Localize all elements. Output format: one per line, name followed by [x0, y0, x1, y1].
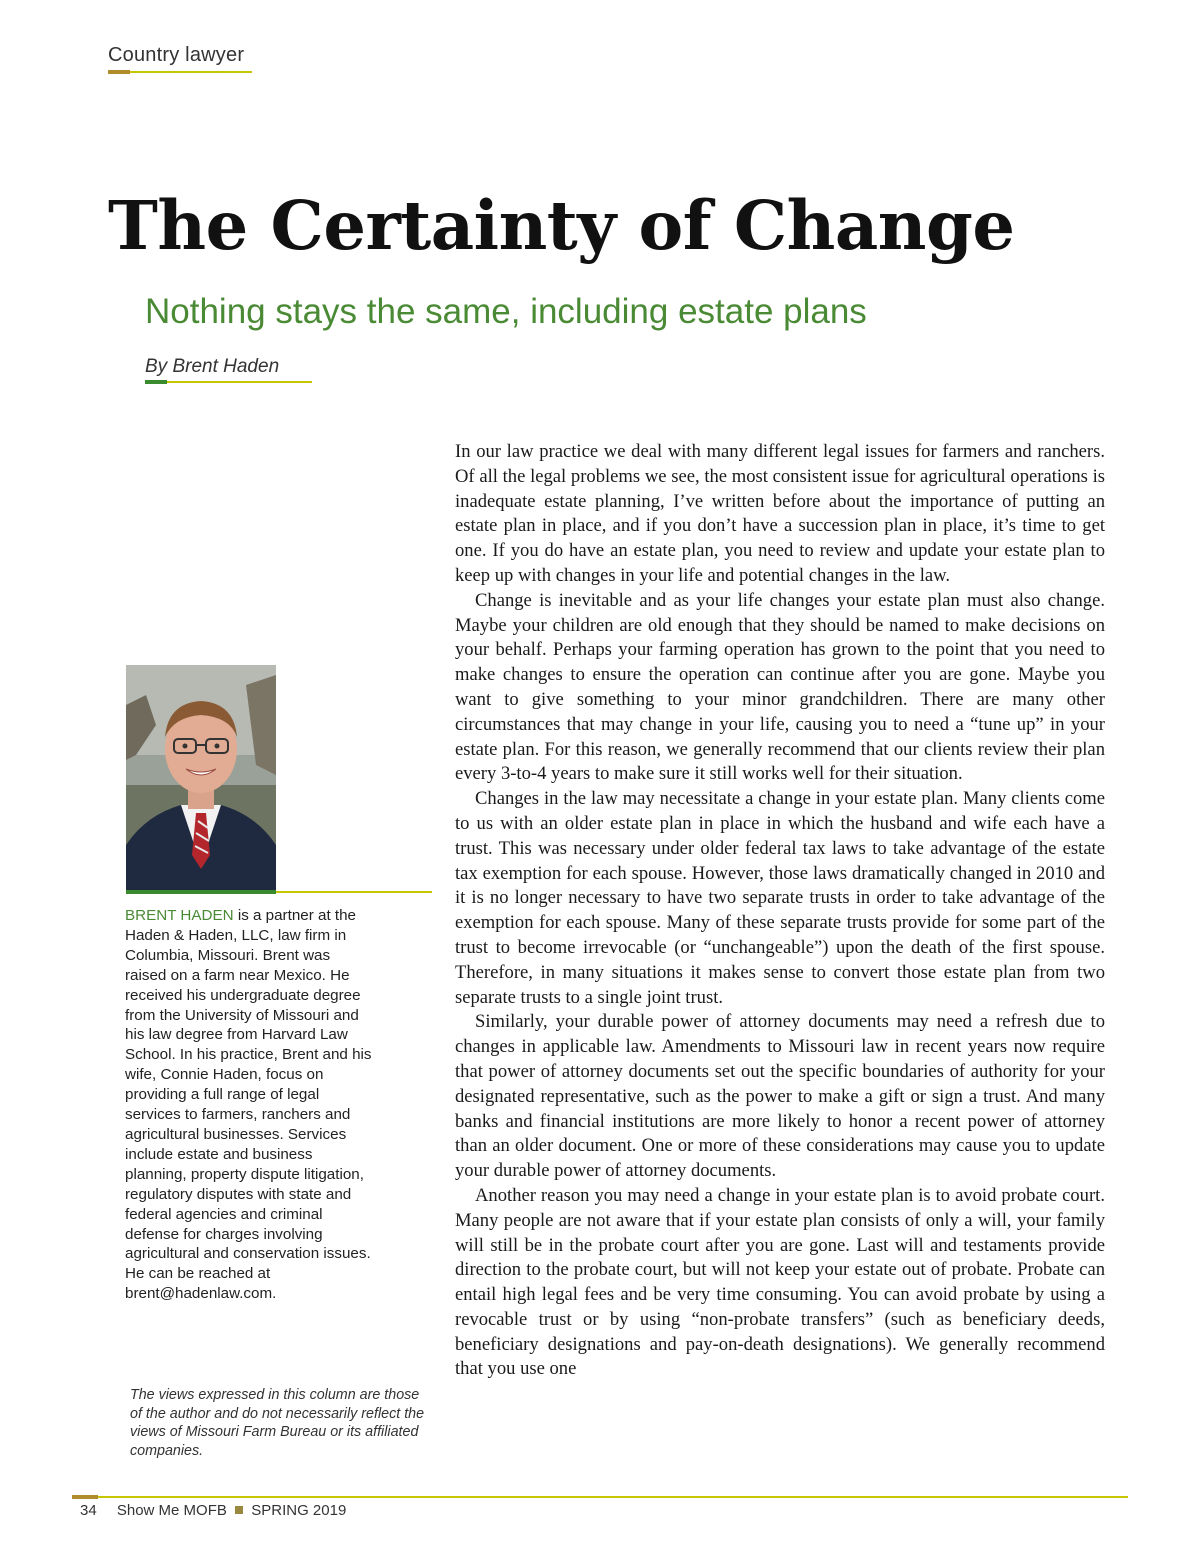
photo-rule-accent — [126, 890, 276, 894]
byline: By Brent Haden — [145, 356, 280, 377]
article-paragraph-4: Similarly, your durable power of attorney documents may need a refresh due to changes in applicable law. Amendments to Missouri law in recent years now require that power of attorney documents set out the specific boundaries of authority for your designated representative, such as the power to make a gift or sign a trust. And many banks and financial institutions are more likely to honor a recent power of attorney than an older document. One or more of these considerations may cause you to update your durable power of attorney documents. — [455, 1011, 1105, 1182]
byline-rule — [167, 381, 312, 383]
article-paragraph-2: Change is inevitable and as your life changes your estate plan must also change. Maybe your children are old enough that they should be named to make decisions on your behalf. Perhaps your farming operation has grown to the point that you need to make changes to ensure the operation can continue after you are gone. Maybe you want to give something to your minor grandchildren. There are many other circumstances that may change in your life, causing you to need a “tune up” in your estate plan. For this reason, we generally recommend that our clients review their plan every 3-to-4 years to make sure it still works well for their situation. — [455, 589, 1105, 785]
byline-rule-accent — [145, 380, 167, 384]
article-body — [455, 440, 1105, 1382]
article-paragraph-3: Changes in the law may necessitate a change in your estate plan. Many clients come to us with an older estate plan in place in which the husband and wife each have a trust. This was necessary under older federal tax laws to take advantage of the estate tax exemption for each spouse. However, those laws dramatically changed in 2010 and it is no longer necessary to have two separate trusts in order to take advantage of the exemption for each spouse. Many of these separate trusts provide for some part of the trust to become irrevocable (or “unchangeable”) upon the death of the first spouse. Therefore, in many situations it makes sense to convert those estate plan from two separate trusts to a single joint trust. — [455, 788, 1105, 1008]
page-footer — [80, 1502, 346, 1519]
footer-rule — [98, 1496, 1128, 1498]
footer-rule-accent — [72, 1495, 98, 1499]
section-label: Country lawyer — [108, 44, 245, 66]
section-rule — [130, 71, 252, 73]
disclaimer: The views expressed in this column are those of the author and do not necessarily reflect the views of Missouri Farm Bureau or its affiliated companies. — [130, 1387, 425, 1459]
author-bio — [125, 906, 375, 1304]
issue-date: SPRING 2019 — [251, 1502, 347, 1519]
footer-separator — [235, 1506, 243, 1514]
author-bio-name: BRENT HADEN — [125, 907, 234, 924]
article-paragraph-5: Another reason you may need a change in your estate plan is to avoid probate court. Many people are not aware that if your estate plan consists of only a will, your family will still be in the probate court after you are gone. Last will and testaments provide direction to the probate court, but will not keep your estate out of probate. Probate can entail high legal fees and be very time consuming. You can avoid probate by using a revocable trust or by using “non-probate transfers” (such as beneficiary deeds, beneficiary designations and pay-on-death designations). We generally recommend that you use one — [455, 1184, 1105, 1380]
article-paragraph-1: In our law practice we deal with many different legal issues for farmers and ranchers. Of all the legal problems we see, the most consistent issue for agricultural operations is inadequate estate planning, I’ve written before about the importance of putting an estate plan in place, and if you don’t have a succession plan in place, it’s time to get one. If you do have an estate plan, you need to review and update your estate plan to keep up with changes in your life and potential changes in the law. — [455, 441, 1105, 586]
article-title: The Certainty of Change — [108, 186, 1015, 265]
article-subtitle: Nothing stays the same, including estate plans — [145, 292, 867, 331]
author-photo — [126, 665, 276, 891]
photo-rule — [276, 891, 432, 893]
author-bio-text: is a partner at the Haden & Haden, LLC, law firm in Columbia, Missouri. Brent was raised on a farm near Mexico. He received his undergraduate degree from the University of Missouri and his law degree from Harvard Law School. In his practice, Brent and his wife, Connie Haden, focus on providing a full range of legal services to farmers, ranchers and agricultural businesses. Services include estate and business planning, property dispute litigation, regulatory disputes with state and federal agencies and criminal defense for charges involving agricultural and conservation issues. He can be reached at brent@hadenlaw.com. — [125, 907, 372, 1303]
page-number: 34 — [80, 1502, 97, 1519]
publication-name: Show Me MOFB — [116, 1502, 227, 1519]
section-rule-accent — [108, 70, 130, 74]
